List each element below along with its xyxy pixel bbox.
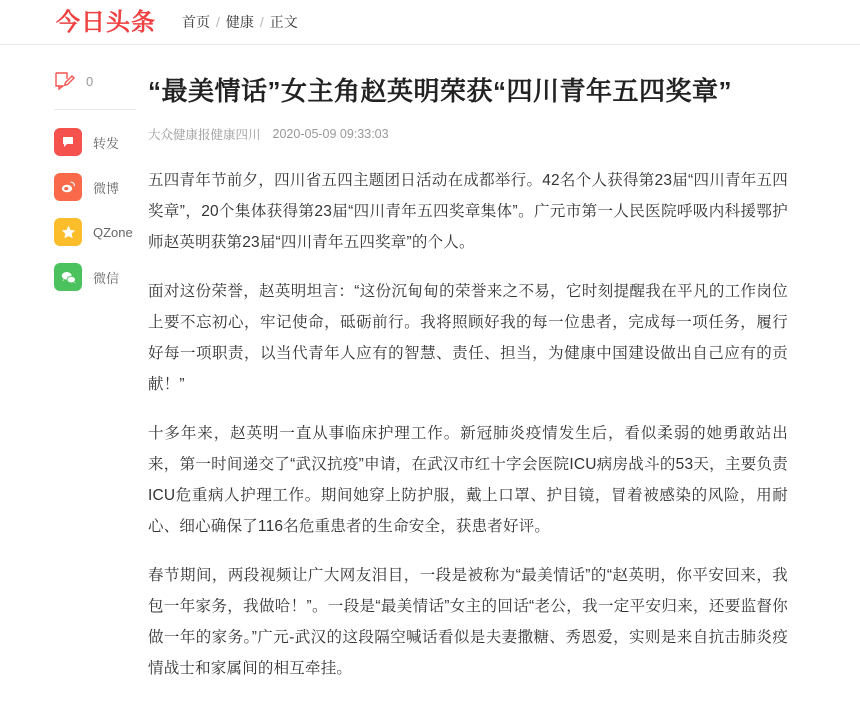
weibo-icon <box>54 173 82 201</box>
article-paragraph: 面对这份荣誉，赵英明坦言：“这份沉甸甸的荣誉来之不易，它时刻提醒我在平凡的工作岗位上要不忘初心，牢记使命，砥砺前行。我将照顾好我的每一位患者，完成每一项任务，履行好每一项职责，以当代青年人应有的智慧、责任、担当，为健康中国建设做出自己应有的贡献！” <box>148 283 788 393</box>
breadcrumb-item-health[interactable]: 健康 <box>225 14 254 30</box>
article-paragraph: 春节期间，两段视频让广大网友泪目，一段是被称为“最美情话”的“赵英明，你平安回来，我包一年家务，我做哈！”。一段是“最美情话”女主的回话“老公，我一定平安归来，还要监督你做一年的家务。”广元-武汉的这段隔空喊话看似是夫妻撒糖、秀恩爱，实则是来自抗击肺炎疫情战士和家属间的相互牵挂。 <box>148 567 788 677</box>
comment-count: 0 <box>86 73 94 89</box>
repost-icon <box>54 128 82 156</box>
site-header <box>0 0 860 45</box>
breadcrumb-item-article: 正文 <box>269 14 298 30</box>
wechat-icon <box>54 263 82 291</box>
breadcrumb-separator: / <box>259 14 264 30</box>
share-item-wechat[interactable] <box>54 263 148 291</box>
breadcrumb <box>182 12 298 32</box>
article-source: 大众健康报健康四川 <box>148 128 261 142</box>
article-meta <box>148 125 788 143</box>
article-content <box>148 71 860 702</box>
share-label-repost: 转发 <box>93 135 120 151</box>
breadcrumb-item-home[interactable]: 首页 <box>182 14 210 30</box>
share-item-weibo[interactable] <box>54 173 148 201</box>
comment-edit-icon <box>54 71 76 91</box>
share-label-weibo: 微博 <box>93 180 120 196</box>
share-list <box>54 128 148 291</box>
share-item-qzone[interactable] <box>54 218 148 246</box>
site-logo[interactable]: 今日头条 <box>56 8 156 36</box>
comment-button[interactable] <box>54 71 136 110</box>
page-title: “最美情话”女主角赵英明荣获“四川青年五四奖章” <box>148 76 733 106</box>
article-paragraph: 五四青年节前夕，四川省五四主题团日活动在成都举行。42名个人获得第23届“四川青年五四奖章”，20个集体获得第23届“四川青年五四奖章集体”。广元市第一人民医院呼吸内科援鄂护师赵英明获第23届“四川青年五四奖章”的个人。 <box>148 172 788 251</box>
qzone-icon <box>54 218 82 246</box>
breadcrumb-separator: / <box>216 14 220 30</box>
share-rail <box>0 71 148 702</box>
share-item-repost[interactable] <box>54 128 148 156</box>
share-label-wechat: 微信 <box>93 270 120 286</box>
article-timestamp: 2020-05-09 09:33:03 <box>272 127 389 141</box>
page-body <box>0 45 860 702</box>
article-paragraph: 十多年来，赵英明一直从事临床护理工作。新冠肺炎疫情发生后，看似柔弱的她勇敢站出来，第一时间递交了“武汉抗疫”申请，在武汉市红十字会医院ICU病房战斗的53天，主要负责ICU危重病人护理工作。期间她穿上防护服，戴上口罩、护目镜，冒着被感染的风险，用耐心、细心确保了116名危重患者的生命安全，获患者好评。 <box>148 425 788 535</box>
share-label-qzone: QZone <box>93 224 133 240</box>
